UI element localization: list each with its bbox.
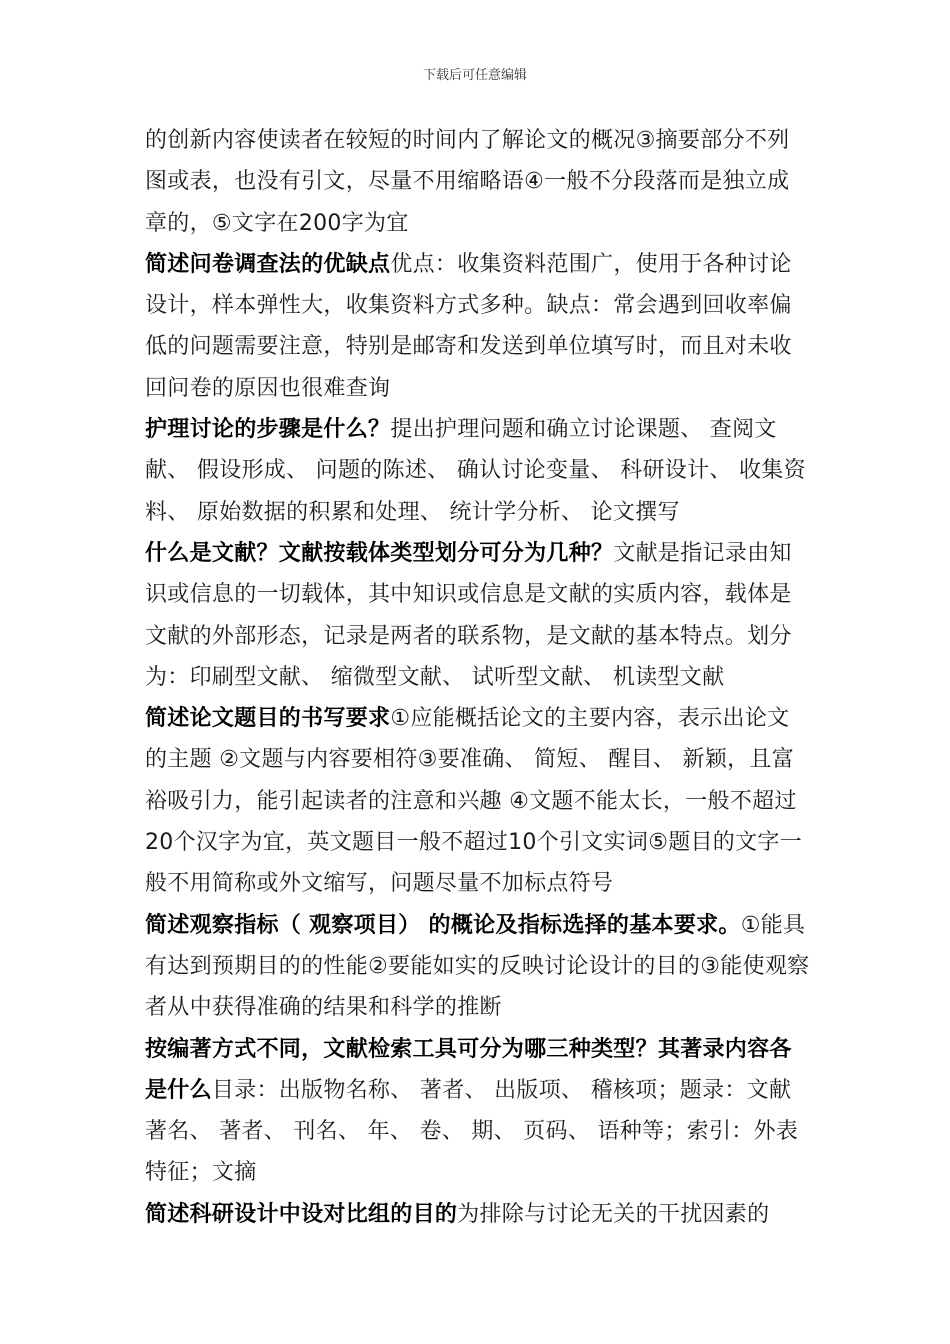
paragraph [145,1029,810,1194]
question-heading: 简述科研设计中设对比组的目的 [145,1201,458,1227]
answer-text: 文献是指记录由知识或信息的一切载体，其中知识或信息是文献的实质内容，载体是文献的外部形态，记录是两者的联系物，是文献的基本特点。划分为：印刷型文献、 缩微型文献、 试听型文献、 机读型文献 [145,540,792,690]
question-heading: 按编著方式不同，文献检索工具可分为哪三种类型？其著录内容各是什么 [145,1036,792,1103]
paragraph [145,698,810,904]
page-header: 下载后可任意编辑 [422,68,527,83]
question-heading: 什么是文献？文献按载体类型划分可分为几种？ [145,540,614,566]
answer-text: ①能具有达到预期目的的性能②要能如实的反映讨论设计的目的③能使观察者从中获得准确的结果和科学的推断 [145,912,810,1021]
question-heading: 简述问卷调查法的优缺点 [145,251,391,277]
answer-text: 为排除与讨论无关的干扰因素的 [457,1201,770,1227]
answer-text: 优点：收集资料范围广，使用于各种讨论设计，样本弹性大，收集资料方式多种。缺点：常会遇到回收率偏低的问题需要注意，特别是邮寄和发送到单位填写时，而且对未收回问卷的原因也很难查询 [145,251,792,401]
paragraph [145,533,810,698]
paragraph [145,409,810,533]
question-heading: 简述观察指标（ 观察项目） 的概论及指标选择的基本要求。 [145,912,741,938]
answer-text: 提出护理问题和确立讨论课题、 查阅文献、 假设形成、 问题的陈述、 确认讨论变量、 科研设计、 收集资料、 原始数据的积累和处理、 统计学分析、 论文撰写 [145,417,806,525]
paragraph [145,120,810,244]
document-body [145,120,810,1235]
question-heading: 简述论文题目的书写要求 [145,706,391,732]
answer-text: 的创新内容使读者在较短的时间内了解论文的概况③摘要部分不列图或表，也没有引文，尽量不用缩略语④一般不分段落而是独立成章的，⑤文字在200字为宜 [145,128,790,236]
paragraph [145,905,810,1029]
paragraph [145,244,810,409]
question-heading: 护理讨论的步骤是什么？ [145,417,391,443]
answer-text: ①应能概括论文的主要内容，表示出论文的主题 ②文题与内容要相符③要准确、 简短、 醒目、 新颖，且富裕吸引力，能引起读者的注意和兴趣 ④文题不能太长，一般不超过20个汉字为宜，英文题目一般不超过10个引文实词⑤题目的文字一般不用简称或外文缩写，问题尽量不加标点符号 [145,706,803,897]
answer-text: 目录：出版物名称、 著者、 出版项、 稽核项；题录：文献著名、 著者、 刊名、 年、 卷、 期、 页码、 语种等；索引：外表特征；文摘 [145,1077,799,1186]
paragraph [145,1194,810,1235]
